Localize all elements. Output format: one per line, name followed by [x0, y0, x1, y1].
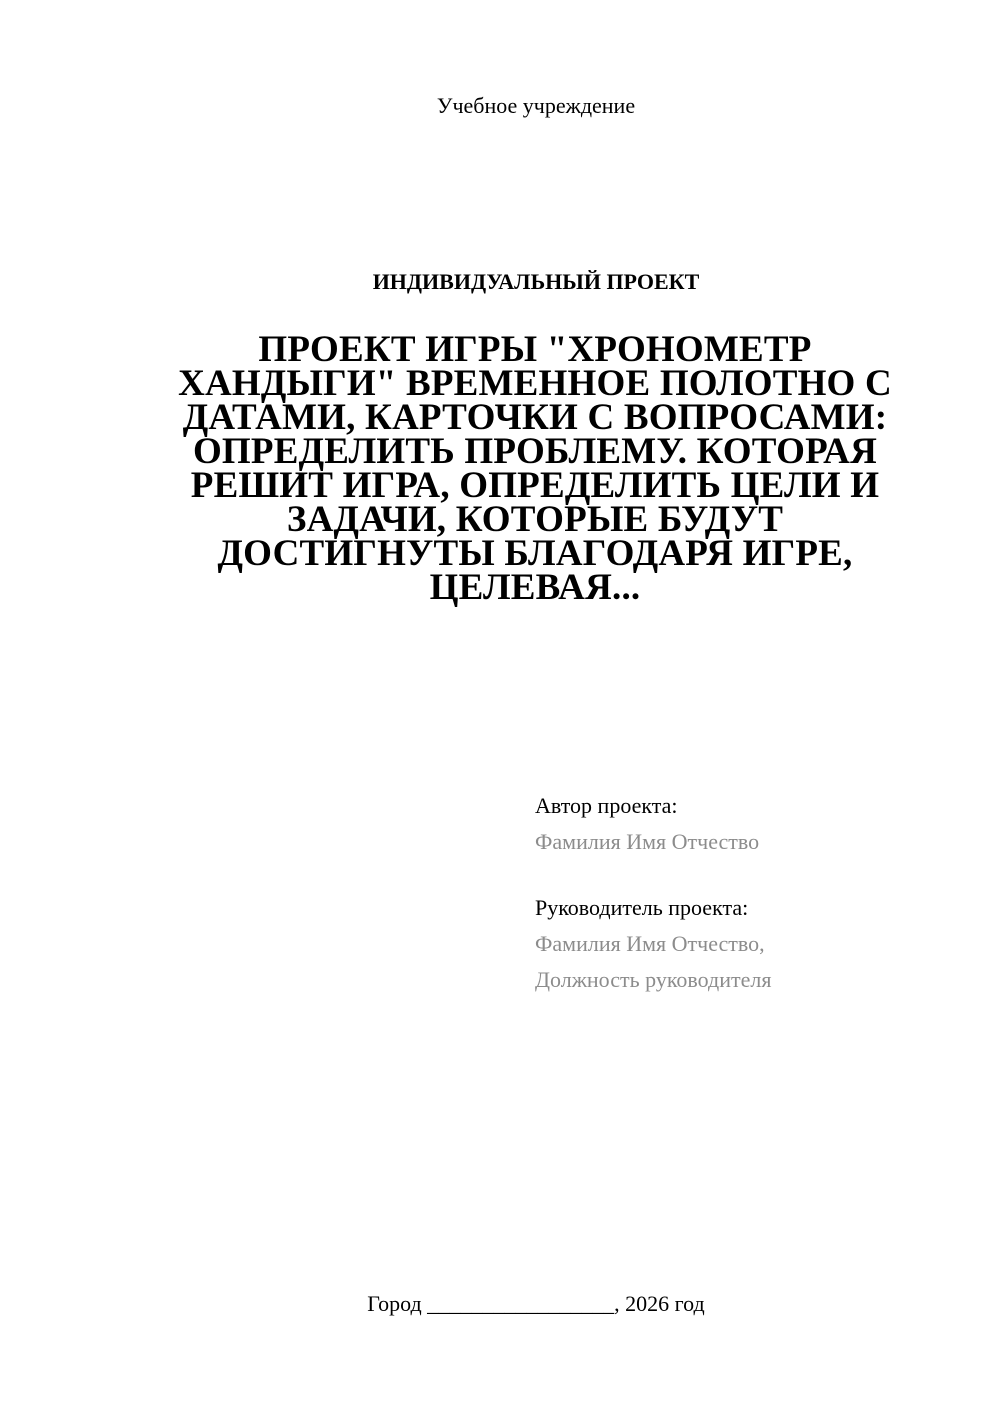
- project-title: ПРОЕКТ ИГРЫ "ХРОНОМЕТР ХАНДЫГИ" ВРЕМЕННОЕ ПОЛОТНО С ДАТАМИ, КАРТОЧКИ С ВОПРОСАМИ: ОПРЕДЕЛИТЬ ПРОБЛЕМУ. КОТОРАЯ РЕШИТ ИГРА, ОПРЕДЕЛИТЬ ЦЕЛИ И ЗАДАЧИ, КОТОРЫЕ БУДУТ ДОСТИГНУТЫ БЛАГОДАРЯ ИГРЕ, ЦЕЛЕВАЯ...: [178, 329, 892, 608]
- supervisor-position: Должность руководителя: [535, 967, 772, 992]
- spacer: [535, 860, 975, 890]
- author-name: Фамилия Имя Отчество: [535, 829, 760, 854]
- supervisor-label: Руководитель проекта:: [535, 895, 749, 920]
- project-people-block: [535, 788, 975, 998]
- author-label: Автор проекта:: [535, 793, 678, 818]
- document-type: ИНДИВИДУАЛЬНЫЙ ПРОЕКТ: [372, 269, 700, 294]
- city-year-line: Город _________________, 2026 год: [367, 1291, 705, 1316]
- supervisor-name: Фамилия Имя Отчество,: [535, 931, 765, 956]
- institution-name: Учебное учреждение: [436, 93, 636, 118]
